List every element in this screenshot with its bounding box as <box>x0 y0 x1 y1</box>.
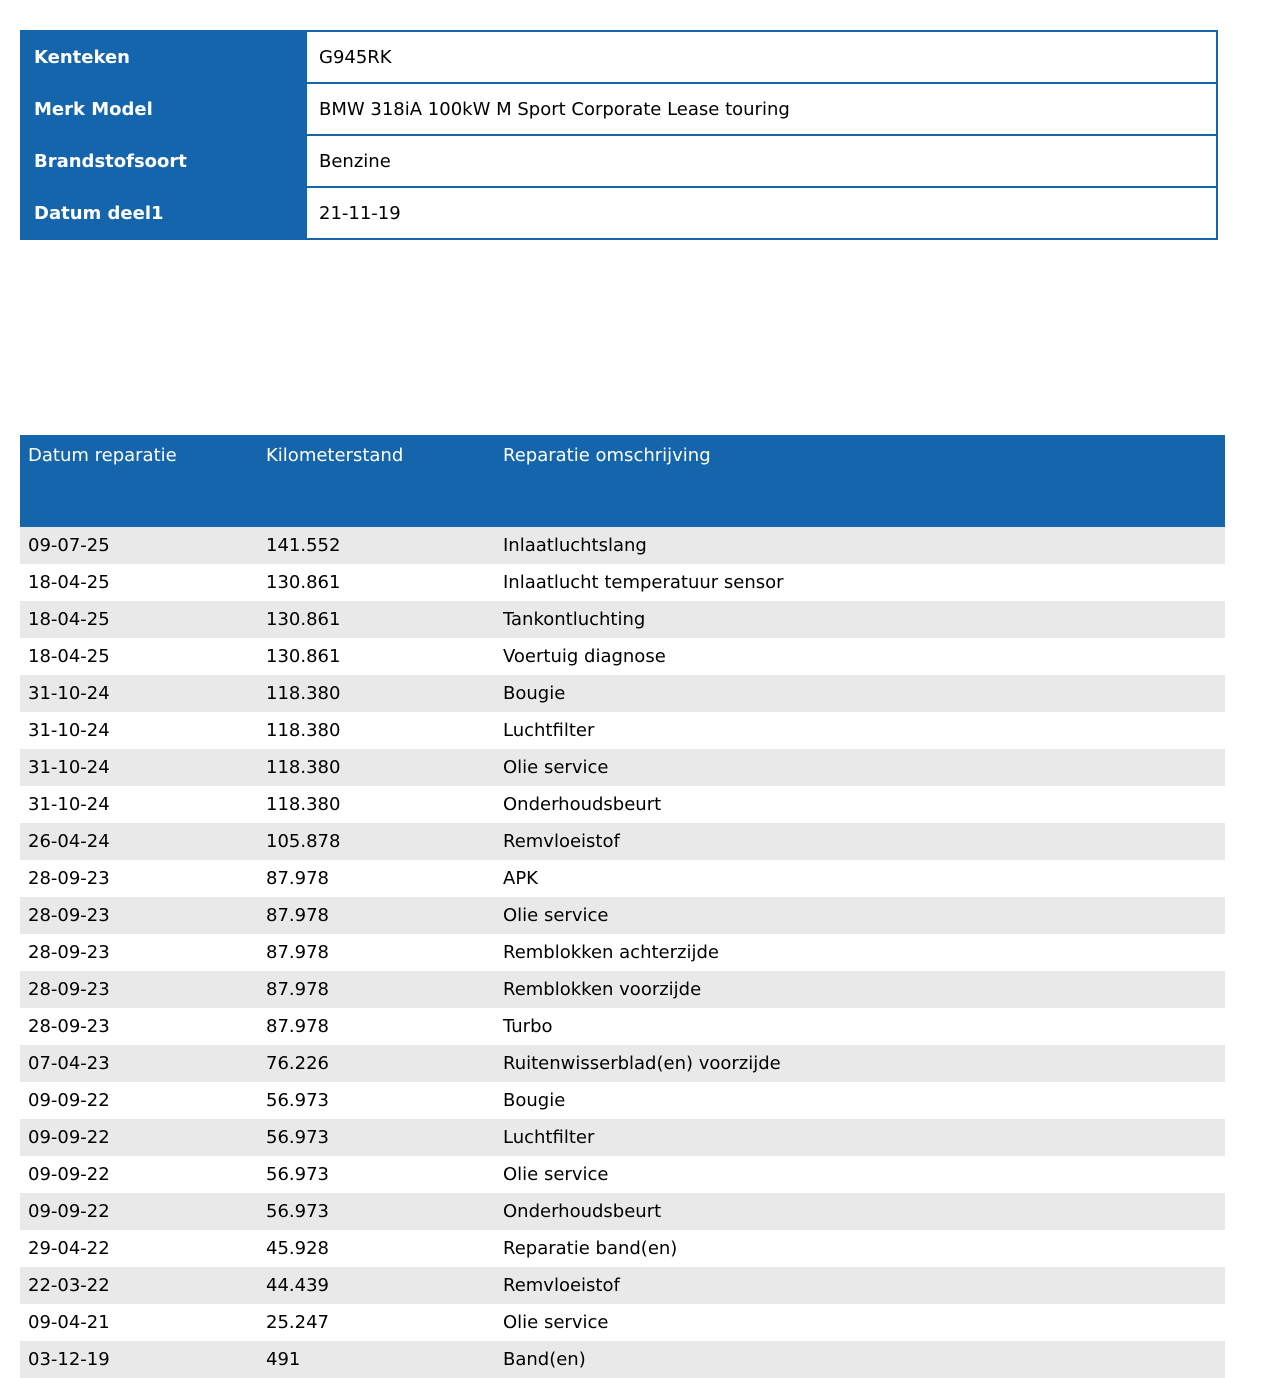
repair-date-cell: 09-09-22 <box>28 1201 110 1222</box>
repair-description-cell: Ruitenwisserblad(en) voorzijde <box>503 1053 781 1074</box>
vehicle-info-label: Merk Model <box>21 83 306 135</box>
repair-table-row <box>20 601 1225 638</box>
vehicle-info-table <box>20 30 1218 240</box>
kilometer-cell: 56.973 <box>266 1201 329 1222</box>
repair-table-row <box>20 1304 1225 1341</box>
vehicle-info-body <box>21 31 1217 239</box>
column-header-kilometerstand: Kilometerstand <box>258 435 495 527</box>
repair-date-cell: 28-09-23 <box>28 905 110 926</box>
vehicle-info-label: Kenteken <box>21 31 306 83</box>
kilometer-cell: 118.380 <box>266 757 341 778</box>
repair-date-cell: 09-09-22 <box>28 1164 110 1185</box>
repair-table-row <box>20 1045 1225 1082</box>
repair-table-row <box>20 1193 1225 1230</box>
repair-description-cell: Olie service <box>503 1164 609 1185</box>
repair-date-cell: 28-09-23 <box>28 979 110 1000</box>
vehicle-info-label: Brandstofsoort <box>21 135 306 187</box>
kilometer-cell: 130.861 <box>266 609 341 630</box>
repair-table-row <box>20 897 1225 934</box>
repair-table-row <box>20 934 1225 971</box>
kilometer-cell: 130.861 <box>266 646 341 667</box>
repair-description-cell: Turbo <box>503 1016 553 1037</box>
kilometer-cell: 25.247 <box>266 1312 329 1333</box>
repair-description-cell: Remvloeistof <box>503 831 620 852</box>
repair-date-cell: 31-10-24 <box>28 683 110 704</box>
vehicle-info-row <box>21 83 1217 135</box>
repair-date-cell: 31-10-24 <box>28 794 110 815</box>
repair-table-row <box>20 786 1225 823</box>
vehicle-info-label: Datum deel1 <box>21 187 306 239</box>
repair-description-cell: Tankontluchting <box>503 609 646 630</box>
kilometer-cell: 87.978 <box>266 868 329 889</box>
repair-date-cell: 28-09-23 <box>28 868 110 889</box>
repair-date-cell: 03-12-19 <box>28 1349 110 1370</box>
column-header-reparatie-omschrijving: Reparatie omschrijving <box>495 435 1225 527</box>
repair-date-cell: 07-04-23 <box>28 1053 110 1074</box>
repair-date-cell: 31-10-24 <box>28 720 110 741</box>
repair-description-cell: Reparatie band(en) <box>503 1238 678 1259</box>
repair-table-row <box>20 1008 1225 1045</box>
repair-date-cell: 09-07-25 <box>28 535 110 556</box>
repair-table-row <box>20 823 1225 860</box>
kilometer-cell: 87.978 <box>266 905 329 926</box>
kilometer-cell: 56.973 <box>266 1164 329 1185</box>
repair-date-cell: 18-04-25 <box>28 572 110 593</box>
repair-table-row <box>20 749 1225 786</box>
repair-description-cell: Olie service <box>503 905 609 926</box>
repair-date-cell: 18-04-25 <box>28 646 110 667</box>
repair-table-row <box>20 1341 1225 1378</box>
repair-description-cell: Band(en) <box>503 1349 586 1370</box>
repair-description-cell: Remblokken achterzijde <box>503 942 719 963</box>
repair-table-row <box>20 675 1225 712</box>
kilometer-cell: 76.226 <box>266 1053 329 1074</box>
vehicle-info-row <box>21 135 1217 187</box>
kilometer-cell: 118.380 <box>266 720 341 741</box>
repair-description-cell: Bougie <box>503 683 566 704</box>
repair-table-row <box>20 1267 1225 1304</box>
repair-table-row <box>20 1230 1225 1267</box>
kilometer-cell: 87.978 <box>266 942 329 963</box>
repair-description-cell: APK <box>503 868 538 889</box>
repair-history-header <box>20 435 1225 527</box>
kilometer-cell: 130.861 <box>266 572 341 593</box>
repair-table-row <box>20 971 1225 1008</box>
vehicle-info-row <box>21 187 1217 239</box>
repair-table-row <box>20 860 1225 897</box>
repair-description-cell: Remblokken voorzijde <box>503 979 702 1000</box>
repair-date-cell: 09-09-22 <box>28 1127 110 1148</box>
repair-table-row <box>20 564 1225 601</box>
repair-description-cell: Inlaatluchtslang <box>503 535 647 556</box>
kilometer-cell: 45.928 <box>266 1238 329 1259</box>
kilometer-cell: 105.878 <box>266 831 341 852</box>
repair-table-row <box>20 1082 1225 1119</box>
repair-table-row <box>20 638 1225 675</box>
repair-date-cell: 22-03-22 <box>28 1275 110 1296</box>
repair-description-cell: Voertuig diagnose <box>503 646 666 667</box>
repair-description-cell: Olie service <box>503 1312 609 1333</box>
repair-table-row <box>20 712 1225 749</box>
repair-table-row <box>20 1119 1225 1156</box>
repair-description-cell: Inlaatlucht temperatuur sensor <box>503 572 784 593</box>
repair-description-cell: Olie service <box>503 757 609 778</box>
repair-description-cell: Luchtfilter <box>503 1127 595 1148</box>
kilometer-cell: 118.380 <box>266 794 341 815</box>
kilometer-cell: 56.973 <box>266 1127 329 1148</box>
repair-table-row <box>20 1156 1225 1193</box>
kilometer-cell: 87.978 <box>266 1016 329 1037</box>
repair-description-cell: Bougie <box>503 1090 566 1111</box>
column-header-datum-reparatie: Datum reparatie <box>20 435 258 527</box>
kilometer-cell: 491 <box>266 1349 301 1370</box>
repair-description-cell: Onderhoudsbeurt <box>503 1201 662 1222</box>
repair-date-cell: 28-09-23 <box>28 942 110 963</box>
repair-history-body <box>20 527 1225 1378</box>
kilometer-cell: 87.978 <box>266 979 329 1000</box>
repair-date-cell: 09-04-21 <box>28 1312 110 1333</box>
vehicle-info-value: Benzine <box>306 135 1217 187</box>
repair-table-row <box>20 527 1225 564</box>
vehicle-info-row <box>21 31 1217 83</box>
repair-history-table <box>20 435 1225 1378</box>
vehicle-info-value: G945RK <box>306 31 1217 83</box>
vehicle-info-value: 21-11-19 <box>306 187 1217 239</box>
repair-date-cell: 26-04-24 <box>28 831 110 852</box>
kilometer-cell: 118.380 <box>266 683 341 704</box>
repair-date-cell: 28-09-23 <box>28 1016 110 1037</box>
repair-date-cell: 18-04-25 <box>28 609 110 630</box>
repair-description-cell: Remvloeistof <box>503 1275 620 1296</box>
kilometer-cell: 44.439 <box>266 1275 329 1296</box>
vehicle-info-value: BMW 318iA 100kW M Sport Corporate Lease touring <box>306 83 1217 135</box>
repair-date-cell: 29-04-22 <box>28 1238 110 1259</box>
repair-date-cell: 09-09-22 <box>28 1090 110 1111</box>
repair-header-row <box>20 435 1225 527</box>
repair-description-cell: Luchtfilter <box>503 720 595 741</box>
repair-date-cell: 31-10-24 <box>28 757 110 778</box>
repair-description-cell: Onderhoudsbeurt <box>503 794 662 815</box>
kilometer-cell: 141.552 <box>266 535 341 556</box>
kilometer-cell: 56.973 <box>266 1090 329 1111</box>
